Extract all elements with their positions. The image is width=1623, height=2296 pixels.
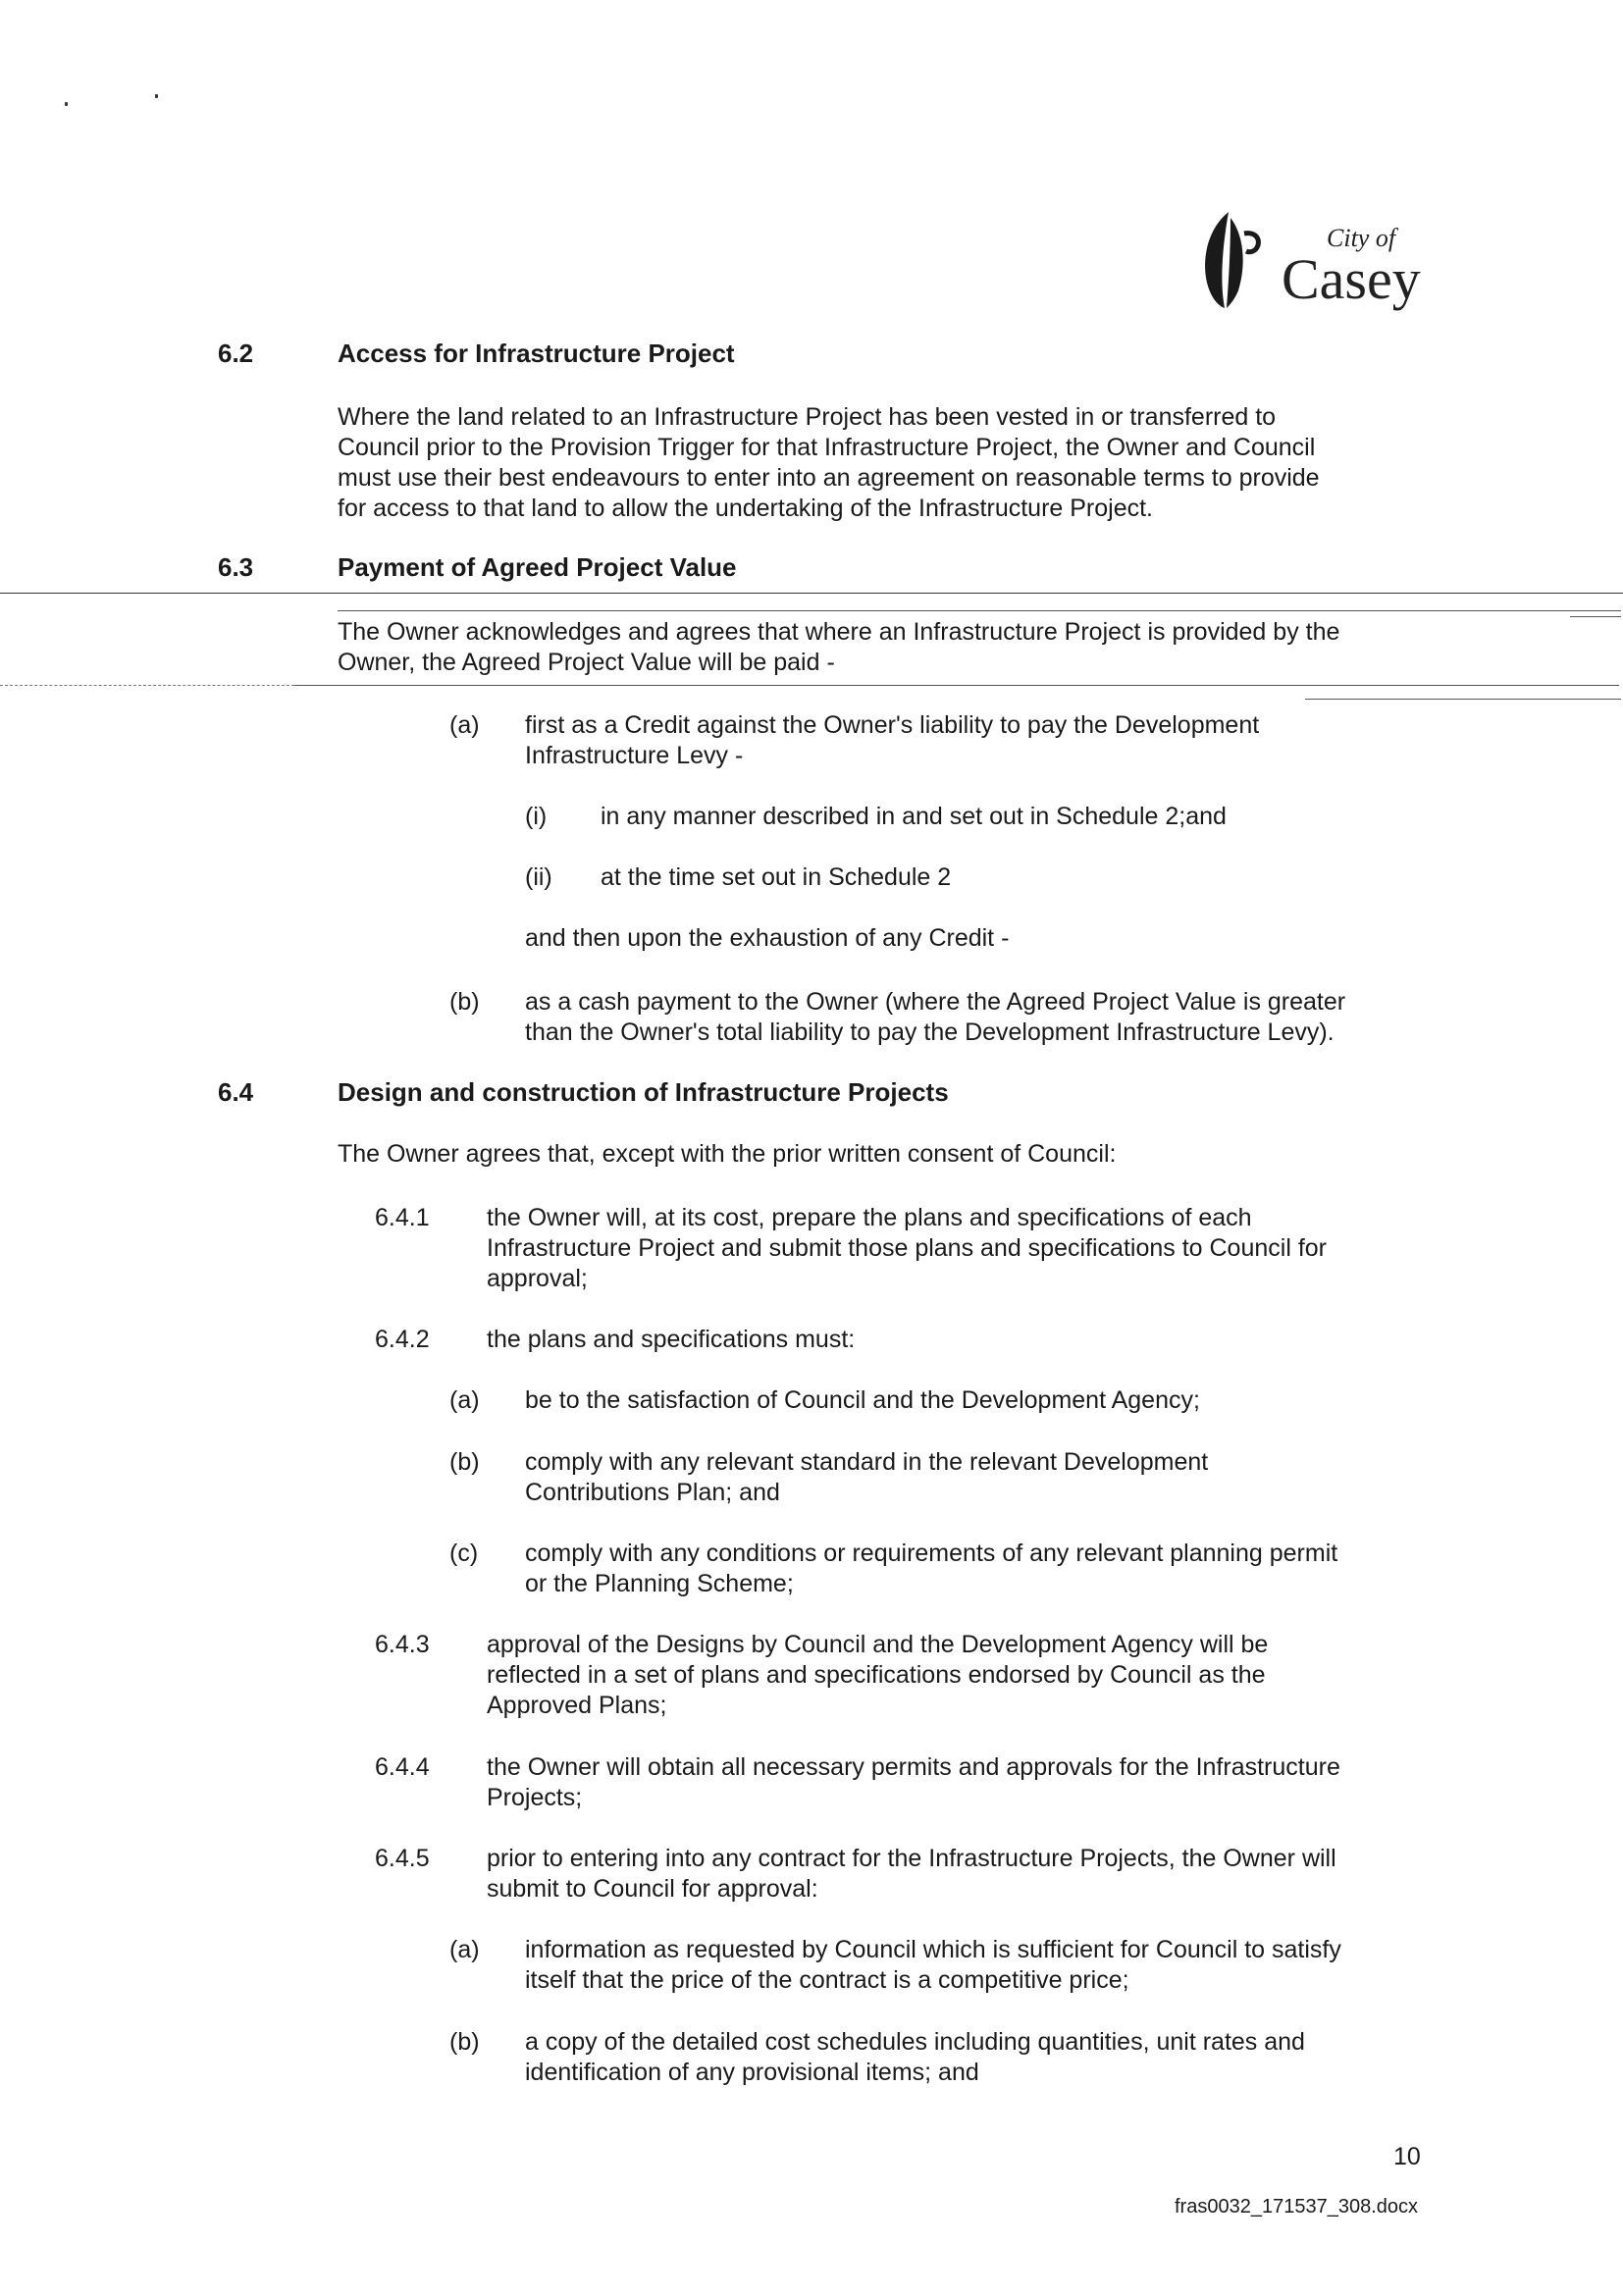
scan-artifact-line [1305, 699, 1621, 700]
section-body: Where the land related to an Infrastructure Project has been vested in or transferred to Council prior to the Provision Trigger for that Infrastructure Project, the Owner and Council must use their best endeavours to enter into an agreement on reasonable terms to provide for access to that land to allow the undertaking of the Infrastructure Project. [338, 403, 1320, 522]
clause-number: 6.4.1 [375, 1204, 430, 1231]
city-of-casey-logo [1199, 204, 1425, 312]
item-text: a copy of the detailed cost schedules including quantities, unit rates and identification of any provisional items; and [525, 2028, 1305, 2086]
section-number: 6.3 [218, 552, 254, 582]
item-text: be to the satisfaction of Council and the Development Agency; [525, 1386, 1200, 1414]
document-filename: fras0032_171537_308.docx [1175, 2196, 1418, 2218]
section-number: 6.2 [218, 339, 254, 368]
logo-casey: Casey [1282, 247, 1421, 311]
clause-number: 6.4.2 [375, 1326, 430, 1353]
clause-text: the plans and specifications must: [487, 1326, 856, 1353]
section-number: 6.4 [218, 1077, 254, 1107]
item-label: (b) [449, 988, 480, 1016]
item-text: comply with any conditions or requirements of any relevant planning permit or the Planning Scheme; [525, 1539, 1338, 1597]
item-label: (c) [449, 1539, 479, 1567]
page-number: 10 [1393, 2143, 1421, 2170]
item-text: as a cash payment to the Owner (where the Agreed Project Value is greater than the Owner's total liability to pay the Development Infrastructure Levy). [525, 988, 1346, 1046]
scan-artifact-line [0, 593, 1623, 594]
section-heading: Design and construction of Infrastructure Projects [338, 1077, 949, 1107]
clause-text: prior to entering into any contract for the Infrastructure Projects, the Owner will submit to Council for approval: [487, 1845, 1336, 1903]
item-label: (a) [449, 1386, 480, 1414]
section-intro: The Owner agrees that, except with the prior written consent of Council: [338, 1140, 1117, 1168]
clause-text: the Owner will, at its cost, prepare the plans and specifications of each Infrastructure Project and submit those plans and specifications to Council for approval; [487, 1204, 1327, 1292]
clause-number: 6.4.5 [375, 1845, 430, 1872]
scan-artifact-line [0, 685, 294, 686]
clause-text: the Owner will obtain all necessary permits and approvals for the Infrastructure Projects; [487, 1753, 1340, 1811]
item-label: (b) [449, 2028, 480, 2056]
scan-speck [65, 102, 68, 106]
scan-artifact-line [338, 610, 1621, 611]
item-label: (b) [449, 1448, 480, 1476]
leaf-logo-icon [1199, 208, 1268, 310]
item-text: first as a Credit against the Owner's liability to pay the Development Infrastructure Levy - [525, 711, 1260, 769]
subitem-label: (ii) [525, 863, 552, 891]
item-text: comply with any relevant standard in the relevant Development Contributions Plan; and [525, 1448, 1209, 1506]
clause-number: 6.4.3 [375, 1631, 430, 1658]
clause-text: approval of the Designs by Council and the Development Agency will be reflected in a set of plans and specifications endorsed by Council as the Approved Plans; [487, 1631, 1269, 1719]
scan-artifact-line [1570, 616, 1621, 617]
subitem-text: in any manner described in and set out in Schedule 2;and [601, 803, 1227, 830]
subitem-label: (i) [525, 803, 548, 830]
scan-artifact-line [294, 685, 1619, 686]
section-heading: Payment of Agreed Project Value [338, 552, 737, 582]
scan-speck [155, 94, 158, 98]
item-label: (a) [449, 1936, 480, 1963]
subitem-text: at the time set out in Schedule 2 [601, 863, 952, 891]
item-label: (a) [449, 711, 480, 739]
section-heading: Access for Infrastructure Project [338, 339, 735, 368]
section-body: The Owner acknowledges and agrees that where an Infrastructure Project is provided by the Owner, the Agreed Project Value will be paid - [338, 618, 1340, 676]
item-text: information as requested by Council which is sufficient for Council to satisfy itself that the price of the contract is a competitive price; [525, 1936, 1341, 1994]
clause-number: 6.4.4 [375, 1753, 430, 1781]
item-continuation: and then upon the exhaustion of any Credit - [525, 924, 1010, 952]
logo-city-of: City of [1327, 224, 1396, 252]
